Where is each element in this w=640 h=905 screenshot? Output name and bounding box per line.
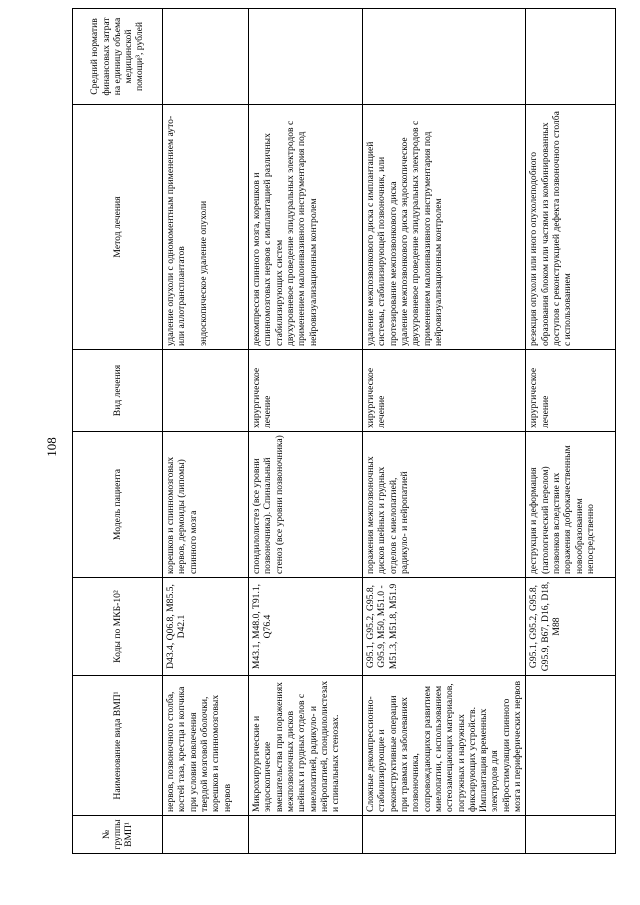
table-header-row bbox=[73, 9, 163, 854]
cell-cost bbox=[163, 9, 249, 105]
method-line: удаление опухоли с одномоментным применением ауто- или аллотрансплантатов bbox=[165, 115, 188, 346]
cell-method bbox=[249, 105, 363, 350]
page-number: 108 bbox=[43, 437, 59, 457]
header-treatment: Вид лечения bbox=[73, 350, 163, 432]
vmp-table bbox=[72, 8, 616, 854]
table-row bbox=[249, 9, 363, 854]
cell-treatment: хирургическое лечение bbox=[249, 350, 363, 432]
cell-codes: G95.1, G95.2, G95.8, G95.9, B67, D16, D18, M88 bbox=[526, 578, 616, 676]
table-row bbox=[163, 9, 249, 854]
header-cost: Средний норматив финансовых затрат на единицу объема медицинской помощи³, рублей bbox=[73, 9, 163, 105]
method-line: резекция опухоли или иного опухолеподобного образования блоком или частями из комбинированных доступов с реконструкцией дефекта позвоночного столба с использованием bbox=[528, 111, 574, 346]
method-line: декомпрессия спинного мозга, корешков и спинномозговых нервов с имплантацией различных стабилизирующих систем bbox=[251, 133, 285, 346]
cell-model: спондилолистез (все уровни позвоночника). Спинальный стеноз (все уровни позвоночника) bbox=[249, 432, 363, 578]
cell-codes: D43.4, Q06.8, M85.5, D42.1 bbox=[163, 578, 249, 676]
cell-treatment: хирургическое лечение bbox=[526, 350, 616, 432]
header-model: Модель пациента bbox=[73, 432, 163, 578]
method-line: удаление межпозвонкового диска эндоскопическое bbox=[398, 137, 410, 346]
cell-codes: M43.1, M48.0, T91.1, Q76.4 bbox=[249, 578, 363, 676]
cell-group bbox=[163, 816, 249, 854]
method-line: удаление межпозвонкового диска с имплантацией системы, стабилизирующей позвоночник, или протезирование межпозвонкового диска bbox=[365, 141, 399, 346]
cell-method bbox=[163, 105, 249, 350]
cell-model: поражения межпозвоночных дисков шейных и грудных отделов с миелопатией, радикуло- и нейропатией bbox=[363, 432, 526, 578]
header-method: Метод лечения bbox=[73, 105, 163, 350]
table-row bbox=[363, 9, 526, 854]
header-group: № группы ВМП¹ bbox=[73, 816, 163, 854]
cell-group bbox=[363, 816, 526, 854]
cell-cost bbox=[249, 9, 363, 105]
cell-group bbox=[249, 816, 363, 854]
cell-cost bbox=[526, 9, 616, 105]
cell-treatment bbox=[163, 350, 249, 432]
cell-model: корешков и спинномозговых нервов, дермоиды (липомы) спинного мозга bbox=[163, 432, 249, 578]
cell-name bbox=[526, 676, 616, 816]
cell-method bbox=[526, 105, 616, 350]
cell-name: Микрохирургические и эндоскопические вмешательства при поражениях межпозвоночных дисков шейных и грудных отделов с миелопатией, радикуло- и нейропатией, спондилолистезах и спинальных стенозах. bbox=[249, 676, 363, 816]
header-codes: Коды по МКБ-10² bbox=[73, 578, 163, 676]
header-name: Наименование вида ВМП¹ bbox=[73, 676, 163, 816]
cell-model: деструкция и деформация (патологический перелом) позвонков вследствие их поражения доброкачественным новообразованием непосредственно bbox=[526, 432, 616, 578]
cell-codes: G95.1, G95.2, G95.8, G95.9, M50, M51.0 - M51.3, M51.8, M51.9 bbox=[363, 578, 526, 676]
cell-name: Сложные декомпрессионно-стабилизирующие и реконструктивные операции при травмах и заболеваниях позвоночника, сопровождающихся развитием миелопатии, с использованием остеозамещающих материалов, погружных и наружных фиксирующих устройств. Имплантация временных электродов для нейростимуляции спинного мозга и периферических нервов bbox=[363, 676, 526, 816]
method-line: двухуровневое проведение эпидуральных электродов с применением малоинвазивного инструментария под нейровизуализационным контролем bbox=[284, 120, 319, 346]
cell-group bbox=[526, 816, 616, 854]
cell-treatment: хирургическое лечение bbox=[363, 350, 526, 432]
cell-method bbox=[363, 105, 526, 350]
method-line: двухуровневое проведение эпидуральных электродов с применением малоинвазивного инструментария под нейровизуализационным контролем bbox=[410, 120, 444, 346]
table-row bbox=[526, 9, 616, 854]
method-line: эндоскопическое удаление опухоли bbox=[197, 200, 209, 346]
cell-name: нервов, позвоночного столба, костей таза, крестца и копчика при условии вовлечения твердой мозговой оболочки, корешков и спинномозговых нервов bbox=[163, 676, 249, 816]
cell-cost bbox=[363, 9, 526, 105]
